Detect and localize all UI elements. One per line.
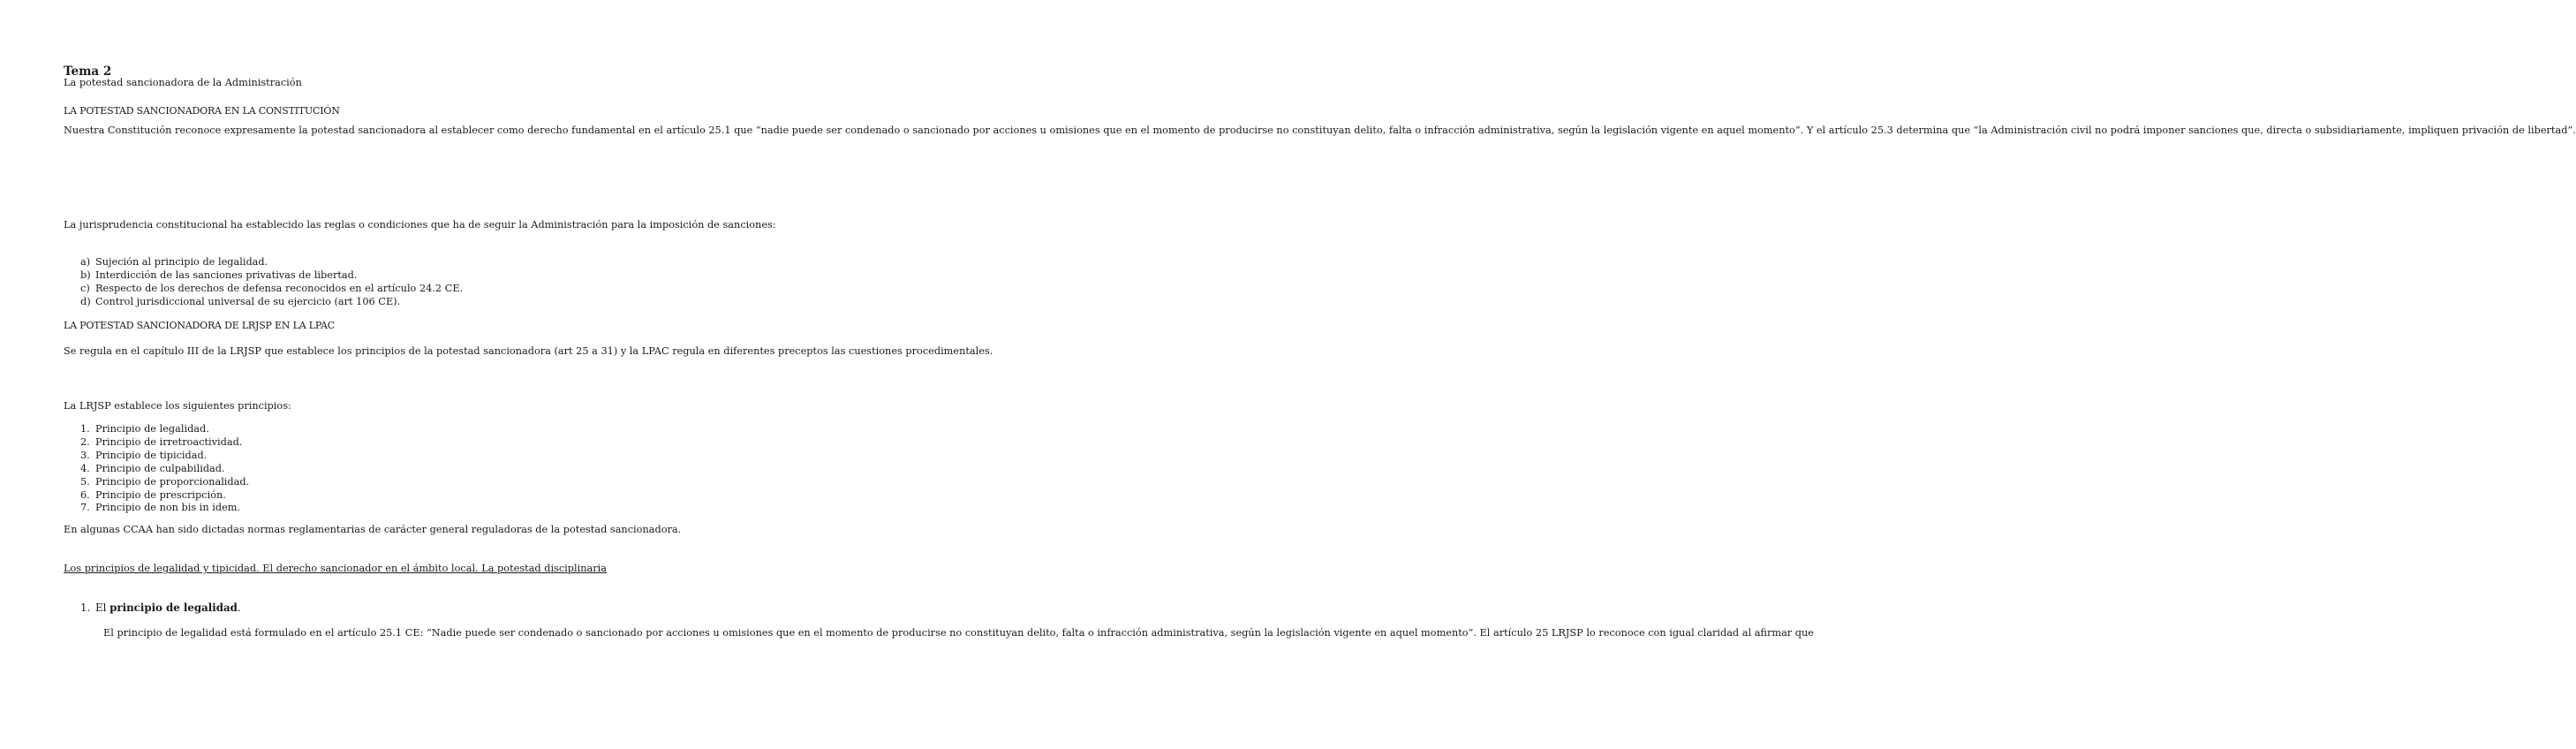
paragraph-lrjsp: Se regula en el capítulo III de la LRJSP que establece los principios de la potestad sancionadora (art 25 a 31) y la LPAC regula en diferentes preceptos las cuestiones procedimentales. [64, 345, 993, 357]
list-item: 7. Principio de non bis in idem. [80, 502, 241, 514]
list-item: 1. Principio de legalidad. [80, 423, 209, 435]
list-item: 4. Principio de culpabilidad. [80, 462, 225, 474]
list-item: 6. Principio de prescripción. [80, 488, 226, 501]
paragraph-jurisprudencia: La jurisprudencia constitucional ha establecido las reglas o condiciones que ha de seguir la Administración para la imposición de sanciones: [64, 219, 776, 231]
list-item: d) Control jurisdiccional universal de su ejercicio (art 106 CE). [80, 295, 401, 307]
list-item: 3. Principio de tipicidad. [80, 449, 208, 461]
paragraph-ccaa: En algunas CCAA han sido dictadas normas reglamentarias de carácter general reguladoras de la potestad sancionadora. [64, 524, 682, 535]
paragraph-principios-intro: La LRJSP establece los siguientes principios: [64, 400, 291, 412]
list-item: b) Interdicción de las sanciones privativas de libertad. [80, 269, 358, 281]
list-item: c) Respecto de los derechos de defensa reconocidos en el artículo 24.2 CE. [80, 282, 464, 294]
underlined-section-heading: Los principios de legalidad y tipicidad. El derecho sancionador en el ámbito local. La potestad disciplinaria [64, 563, 608, 574]
section-heading-lrjsp: LA POTESTAD SANCIONADORA DE LRJSP EN LA LPAC [64, 320, 336, 331]
document-subtitle: La potestad sancionadora de la Administración [64, 77, 302, 88]
numbered-subheading: 1. El principio de legalidad. [80, 601, 241, 614]
principles-list [80, 423, 249, 515]
list-item: 5. Principio de proporcionalidad. [80, 475, 250, 488]
list-item: 2. Principio de irretroactividad. [80, 435, 243, 448]
section-heading-constitucion: LA POTESTAD SANCIONADORA EN LA CONSTITUCIÓN [64, 105, 340, 117]
list-item: a) Sujeción al principio de legalidad. [80, 256, 268, 268]
paragraph-legalidad: El principio de legalidad está formulado en el artículo 25.1 CE: “Nadie puede ser condenado o sancionado por acciones u omisiones que en el momento de producirse no constituyan delito, falta o infracción administrativa, según la legislación vigente en aquel momento”. El artículo 25 LRJSP lo reconoce con igual claridad al afirmar que [103, 627, 1814, 639]
paragraph-constitucion: Nuestra Constitución reconoce expresamente la potestad sancionadora al establecer como derecho fundamental en el artículo 25.1 que “nadie puede ser condenado o sancionado por acciones u omisiones que en el momento de producirse no constituyan delito, falta o infracción administrativa, según la legislación vigente en aquel momento”. Y el artículo 25.3 determina que “la Administración civil no podrá imponer sanciones que, directa o subsidiariamente, impliquen privación de libertad”. [64, 125, 2576, 136]
conditions-list [80, 256, 463, 309]
document-title: Tema 2 [64, 64, 112, 79]
